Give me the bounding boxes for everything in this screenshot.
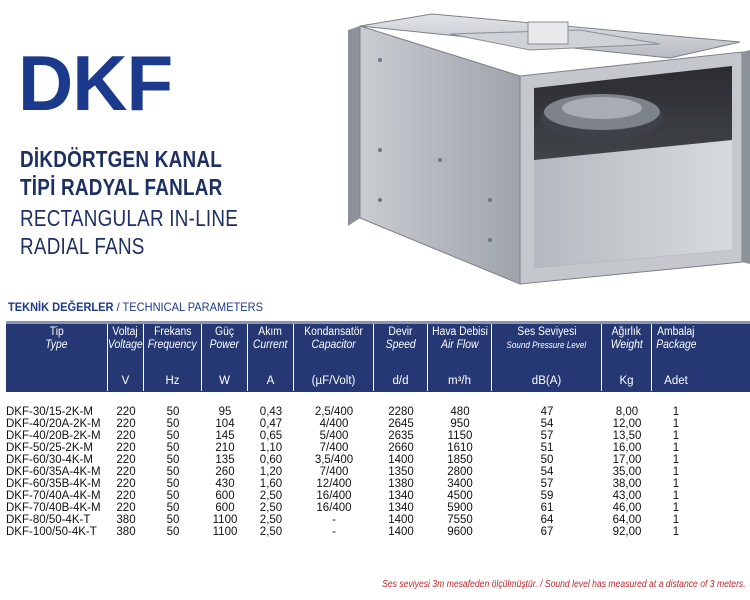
title-tr-line-2: TİPİ RADYAL FANLAR: [20, 174, 223, 200]
table-cell: 1: [672, 490, 680, 502]
table-cell: 50: [166, 514, 180, 526]
header-cell: [428, 324, 492, 391]
table-row: [6, 478, 750, 490]
table-cell: 50: [166, 478, 180, 490]
header-cell: [6, 324, 108, 391]
table-cell: 50: [166, 430, 180, 442]
table-cell: 1400: [388, 514, 414, 526]
header-labels: [44, 326, 69, 352]
table-cell: DKF-40/20A-2K-M: [6, 418, 101, 430]
table-cell: 1: [672, 478, 680, 490]
table-cell: 50: [166, 406, 180, 418]
table-cell: 8,00: [615, 406, 639, 418]
table-cell: 2280: [388, 406, 414, 418]
header-cell: [108, 324, 144, 391]
table-cell: 50: [166, 490, 180, 502]
table-cell: 5900: [447, 502, 473, 514]
table-cell: 220: [116, 490, 136, 502]
table-cell: 1: [672, 466, 680, 478]
table-cell: 12,00: [612, 418, 642, 430]
table-cell: 2800: [447, 466, 473, 478]
table-row: [6, 430, 750, 442]
table-cell: 950: [450, 418, 470, 430]
header-label-tr: Voltaj: [112, 326, 139, 338]
table-cell: 1,20: [259, 466, 283, 478]
table-cell: 35,00: [612, 466, 642, 478]
table-cell: 600: [215, 490, 235, 502]
table-cell: 92,00: [612, 526, 642, 538]
table-cell: 2635: [388, 430, 414, 442]
table-cell: 3,5/400: [314, 454, 354, 466]
title-tr-line-1: DİKDÖRTGEN KANAL: [20, 146, 222, 172]
table-cell: 220: [116, 406, 136, 418]
table-cell: 50: [166, 418, 180, 430]
table-cell: 220: [116, 442, 136, 454]
table-cell: 1,10: [259, 442, 283, 454]
table-cell: 5/400: [319, 430, 349, 442]
header-label-en: Package: [655, 339, 697, 351]
header-labels: [108, 326, 144, 352]
table-cell: 1400: [388, 454, 414, 466]
table-cell: DKF-70/40B-4K-M: [6, 502, 101, 514]
table-cell: 3400: [447, 478, 473, 490]
table-cell: DKF-60/35A-4K-M: [6, 466, 101, 478]
section-title-sep: /: [113, 300, 123, 314]
title-en-line-1: RECTANGULAR IN-LINE: [20, 205, 239, 231]
table-cell: 1100: [212, 514, 238, 526]
table-cell: 64,00: [612, 514, 642, 526]
header-cell: [492, 324, 602, 391]
table-cell: -: [332, 514, 336, 526]
header-label-en: Power: [209, 339, 240, 351]
table-cell: 1: [672, 514, 680, 526]
header-cell: [144, 324, 202, 391]
table-cell: 220: [116, 454, 136, 466]
table-cell: 61: [540, 502, 554, 514]
header-label-en: Speed: [385, 339, 416, 351]
header-label-en: Weight: [610, 339, 643, 351]
table-cell: 1: [672, 418, 680, 430]
table-row: [6, 406, 750, 418]
table-cell: 1400: [388, 526, 414, 538]
table-cell: 7/400: [319, 466, 349, 478]
header-label-tr: Ambalaj: [657, 326, 695, 338]
table-cell: 1150: [447, 430, 473, 442]
table-cell: 1: [672, 430, 680, 442]
header-label-en: Voltage: [108, 339, 143, 351]
table-cell: 0,60: [259, 454, 283, 466]
table-cell: 2660: [388, 442, 414, 454]
header-cell: [202, 324, 248, 391]
header-labels: [251, 326, 289, 352]
header-label-en: Type: [45, 339, 68, 351]
table-cell: 38,00: [612, 478, 642, 490]
header-labels: [429, 326, 491, 352]
table-cell: 50: [540, 454, 554, 466]
header-labels: [208, 326, 241, 352]
header-label-tr: Kondansatör: [304, 326, 363, 338]
table-cell: 220: [116, 502, 136, 514]
header-labels: [654, 326, 699, 352]
table-cell: 54: [540, 466, 554, 478]
title-en-line-2: RADIAL FANS: [20, 233, 145, 259]
header-unit: Hz: [165, 375, 180, 387]
table-row: [6, 454, 750, 466]
table-cell: 13,50: [612, 430, 642, 442]
header-unit: dB(A): [531, 375, 562, 387]
table-cell: 16/400: [316, 502, 352, 514]
header-unit: (µF/Volt): [311, 375, 356, 387]
table-cell: 0,43: [259, 406, 283, 418]
table-cell: 4500: [447, 490, 473, 502]
table-body: [6, 406, 750, 538]
table-cell: 50: [166, 466, 180, 478]
table-cell: 51: [540, 442, 554, 454]
table-cell: 12/400: [316, 478, 352, 490]
table-cell: 380: [116, 514, 136, 526]
header-labels: [609, 326, 645, 352]
table-cell: 1350: [388, 466, 414, 478]
header-labels: [502, 326, 591, 352]
header-label-en: Sound Pressure Level: [506, 340, 587, 350]
header-label-tr: Tip: [49, 326, 64, 338]
header-labels: [384, 326, 417, 352]
header-labels: [145, 326, 199, 352]
table-cell: 0,47: [259, 418, 283, 430]
table-cell: 600: [215, 502, 235, 514]
table-cell: 54: [540, 418, 554, 430]
table-cell: -: [332, 526, 336, 538]
table-cell: 17,00: [612, 454, 642, 466]
table-cell: 2,50: [259, 526, 283, 538]
header-labels: [301, 326, 366, 352]
header-label-en: Current: [253, 339, 288, 351]
table-cell: 9600: [447, 526, 473, 538]
table-cell: 57: [540, 478, 554, 490]
table-cell: 1100: [212, 526, 238, 538]
table-cell: 1340: [388, 502, 414, 514]
table-cell: 1850: [447, 454, 473, 466]
table-cell: 1340: [388, 490, 414, 502]
header-cell: [602, 324, 652, 391]
table-cell: 220: [116, 418, 136, 430]
table-cell: 7550: [447, 514, 473, 526]
product-image: [340, 0, 750, 296]
table-cell: 67: [540, 526, 554, 538]
header-label-tr: Ağırlık: [611, 326, 642, 338]
header-unit: W: [219, 375, 230, 387]
header-label-en: Capacitor: [311, 339, 356, 351]
header-cell: [294, 324, 374, 391]
table-cell: 57: [540, 430, 554, 442]
table-cell: 1380: [388, 478, 414, 490]
table-cell: 2,50: [259, 514, 283, 526]
table-cell: DKF-30/15-2K-M: [6, 406, 93, 418]
header-unit: Adet: [664, 375, 688, 387]
table-cell: 2645: [388, 418, 414, 430]
table-header-rule: [6, 391, 750, 392]
table-row: [6, 466, 750, 478]
table-cell: DKF-80/50-4K-T: [6, 514, 91, 526]
header-label-tr: Frekans: [153, 326, 192, 338]
table-cell: 47: [540, 406, 554, 418]
table-cell: 1: [672, 442, 680, 454]
table-cell: 1: [672, 406, 680, 418]
table-cell: 430: [215, 478, 235, 490]
brand-logo-text: DKF: [18, 39, 173, 127]
header-unit: V: [121, 375, 130, 387]
header-cell: [248, 324, 294, 391]
section-title: [8, 300, 263, 314]
header-label-tr: Akım: [258, 326, 283, 338]
header-cell: [374, 324, 428, 391]
header-unit: Kg: [619, 375, 634, 387]
table-row: [6, 442, 750, 454]
table-cell: 43,00: [612, 490, 642, 502]
table-cell: DKF-100/50-4K-T: [6, 526, 97, 538]
table-cell: 380: [116, 526, 136, 538]
footnote: Ses seviyesi 3m mesafeden ölçülmüştür. / Sound level has measured at a distance of 3 meters.: [382, 579, 746, 590]
header-unit: d/d: [392, 375, 409, 387]
table-cell: 50: [166, 442, 180, 454]
table-cell: DKF-50/25-2K-M: [6, 442, 93, 454]
table-cell: 480: [450, 406, 470, 418]
table-cell: 64: [540, 514, 554, 526]
header-label-tr: Ses Seviyesi: [516, 326, 577, 338]
table-header: [6, 324, 750, 391]
table-cell: 220: [116, 430, 136, 442]
table-row: [6, 526, 750, 538]
table-cell: 7/400: [319, 442, 349, 454]
table-cell: 2,50: [259, 490, 283, 502]
table-row: [6, 490, 750, 502]
table-cell: 1: [672, 526, 680, 538]
table-cell: 50: [166, 526, 180, 538]
table-cell: 220: [116, 478, 136, 490]
table-cell: DKF-40/20B-2K-M: [6, 430, 101, 442]
table-row: [6, 418, 750, 430]
table-cell: 2,5/400: [314, 406, 354, 418]
technical-parameters-table: [6, 321, 750, 538]
header-unit: m³/h: [448, 375, 471, 387]
table-cell: 0,65: [259, 430, 283, 442]
table-cell: 135: [215, 454, 235, 466]
table-cell: 1: [672, 502, 680, 514]
table-cell: DKF-60/35B-4K-M: [6, 478, 101, 490]
table-cell: 59: [540, 490, 554, 502]
table-cell: 4/400: [319, 418, 349, 430]
table-cell: 1610: [447, 442, 473, 454]
table-row: [6, 514, 750, 526]
header-label-tr: Güç: [214, 326, 234, 338]
header-label-en: Frequency: [148, 339, 197, 351]
table-cell: 16/400: [316, 490, 352, 502]
section-title-en: TECHNICAL PARAMETERS: [122, 300, 264, 314]
table-cell: DKF-60/30-4K-M: [6, 454, 93, 466]
table-cell: 2,50: [259, 502, 283, 514]
section-title-tr: TEKNİK DEĞERLER: [8, 300, 114, 314]
fan-illustration: [340, 0, 750, 296]
header-label-tr: Devir: [388, 326, 413, 338]
table-cell: 95: [218, 406, 232, 418]
table-cell: 260: [215, 466, 235, 478]
header-unit: A: [266, 375, 275, 387]
table-cell: 145: [215, 430, 235, 442]
table-row: [6, 502, 750, 514]
table-cell: 220: [116, 466, 136, 478]
table-cell: 16,00: [612, 442, 642, 454]
table-cell: 50: [166, 454, 180, 466]
header-label-en: Air Flow: [440, 339, 479, 351]
header-cell: [652, 324, 700, 391]
table-cell: 50: [166, 502, 180, 514]
table-cell: 46,00: [612, 502, 642, 514]
table-cell: 1: [672, 454, 680, 466]
header-label-tr: Hava Debisi: [431, 326, 488, 338]
table-cell: 1,60: [259, 478, 283, 490]
table-cell: DKF-70/40A-4K-M: [6, 490, 101, 502]
table-cell: 104: [215, 418, 235, 430]
table-cell: 210: [215, 442, 235, 454]
